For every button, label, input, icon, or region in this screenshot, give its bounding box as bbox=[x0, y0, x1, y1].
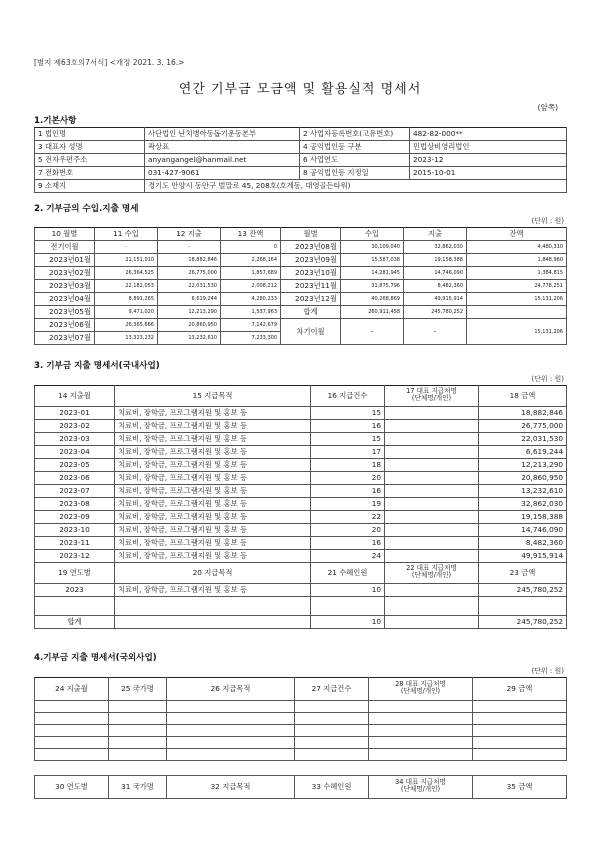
month-cell: 2023-07 bbox=[35, 485, 115, 498]
month-cell: 2023-03 bbox=[35, 433, 115, 446]
income-header: 수입 bbox=[341, 228, 404, 241]
basic-label: 7 전화번호 bbox=[35, 167, 145, 180]
total-balance bbox=[467, 306, 567, 319]
amount-cell: 14,746,090 bbox=[479, 524, 567, 537]
amount-cell: 4,480,310 bbox=[467, 241, 567, 254]
amount-cell: 30,109,040 bbox=[341, 241, 404, 254]
foreign-header-row bbox=[35, 678, 567, 701]
income-row bbox=[35, 319, 567, 332]
month-cell: 2023년04월 bbox=[35, 293, 95, 306]
empty-cell bbox=[167, 701, 295, 713]
domestic-header-row bbox=[35, 386, 567, 407]
amount-cell: 31,875,796 bbox=[341, 280, 404, 293]
amount-cell: 18,882,846 bbox=[158, 254, 221, 267]
income-row bbox=[35, 241, 567, 254]
payee-cell bbox=[385, 584, 479, 597]
empty-cell bbox=[167, 749, 295, 761]
amount-cell: 15,131,206 bbox=[467, 293, 567, 306]
domestic-header: 18 금액 bbox=[479, 386, 567, 407]
empty-cell bbox=[473, 701, 567, 713]
basic-value: 031-427-9061 bbox=[145, 167, 300, 180]
amount-cell: 13,323,232 bbox=[95, 332, 158, 345]
income-header: 잔액 bbox=[467, 228, 567, 241]
count-cell: 19 bbox=[311, 498, 385, 511]
total-expense: 245,780,252 bbox=[404, 306, 467, 319]
basic-label: 8 공익법인등 지정일 bbox=[300, 167, 410, 180]
section-basic-title: 1.기본사항 bbox=[34, 116, 77, 126]
foreign-year-header: 31 국가명 bbox=[109, 776, 167, 799]
month-cell: 2023-08 bbox=[35, 498, 115, 511]
month-cell: 2023-05 bbox=[35, 459, 115, 472]
foreign-header: 26 지급목적 bbox=[167, 678, 295, 701]
basic-row bbox=[35, 128, 567, 141]
purpose-cell: 치료비, 장학금, 프로그램지원 및 홍보 등 bbox=[115, 433, 311, 446]
domestic-row bbox=[35, 459, 567, 472]
amount-cell: 12,213,290 bbox=[479, 459, 567, 472]
payee-cell bbox=[385, 446, 479, 459]
domestic-year-header-text: 22 대표 지급처명 (단체명/개인) bbox=[406, 564, 457, 579]
carry-label: 차기이월 bbox=[281, 319, 341, 345]
foreign-expense-table bbox=[34, 677, 567, 799]
document-title: 연간 기부금 모금액 및 활용실적 명세서 bbox=[178, 82, 422, 97]
empty-cell bbox=[473, 749, 567, 761]
month-cell: 2023-06 bbox=[35, 472, 115, 485]
empty-cell bbox=[295, 725, 369, 737]
foreign-empty-row bbox=[35, 701, 567, 713]
income-unit: (단위 : 원) bbox=[531, 217, 564, 225]
count-cell: 18 bbox=[311, 459, 385, 472]
amount-cell: - bbox=[158, 241, 221, 254]
payee-cell bbox=[385, 550, 479, 563]
basic-row bbox=[35, 167, 567, 180]
month-cell: 2023-04 bbox=[35, 446, 115, 459]
empty-cell bbox=[167, 713, 295, 725]
empty-cell bbox=[369, 737, 473, 749]
total-income: 260,911,458 bbox=[341, 306, 404, 319]
payee-cell bbox=[385, 498, 479, 511]
total-label: 합계 bbox=[35, 616, 115, 629]
page-side: (앞쪽) bbox=[537, 103, 558, 112]
month-cell: 2023년01월 bbox=[35, 254, 95, 267]
foreign-empty-row bbox=[35, 737, 567, 749]
payee-cell bbox=[385, 524, 479, 537]
amount-cell: 20,860,950 bbox=[479, 472, 567, 485]
income-header: 11 수입 bbox=[95, 228, 158, 241]
empty-cell bbox=[35, 737, 109, 749]
carry-balance: 15,131,206 bbox=[467, 319, 567, 345]
count-cell: 16 bbox=[311, 485, 385, 498]
foreign-year-header: 32 지급목적 bbox=[167, 776, 295, 799]
amount-cell: 15,587,038 bbox=[341, 254, 404, 267]
basic-value: 민법상비영리법인 bbox=[410, 141, 567, 154]
domestic-row bbox=[35, 524, 567, 537]
amount-cell: 2,268,164 bbox=[221, 254, 281, 267]
empty-cell bbox=[35, 701, 109, 713]
domestic-row bbox=[35, 485, 567, 498]
amount-cell: 9,471,020 bbox=[95, 306, 158, 319]
basic-label: 4 공익법인등 구분 bbox=[300, 141, 410, 154]
empty-cell bbox=[109, 761, 167, 776]
month-cell: 2023년02월 bbox=[35, 267, 95, 280]
purpose-cell: 치료비, 장학금, 프로그램지원 및 홍보 등 bbox=[115, 420, 311, 433]
amount-cell: 8,482,360 bbox=[479, 537, 567, 550]
basic-label: 3 대표자 성명 bbox=[35, 141, 145, 154]
income-header-row bbox=[35, 228, 567, 241]
domestic-unit: (단위 : 원) bbox=[531, 375, 564, 383]
amount-cell: 7,142,679 bbox=[221, 319, 281, 332]
empty-cell bbox=[295, 761, 369, 776]
amount-cell: 1,857,689 bbox=[221, 267, 281, 280]
basic-label: 2 사업자등록번호(고유번호) bbox=[300, 128, 410, 141]
amount-cell: 22,031,530 bbox=[158, 280, 221, 293]
foreign-year-header: 30 연도별 bbox=[35, 776, 109, 799]
domestic-year-row bbox=[35, 584, 567, 597]
foreign-unit: (단위 : 원) bbox=[531, 667, 564, 675]
carry-expense: - bbox=[404, 319, 467, 345]
month-cell: 2023년10월 bbox=[281, 267, 341, 280]
basic-info-table bbox=[34, 127, 567, 193]
amount-cell: 7,233,300 bbox=[221, 332, 281, 345]
basic-label: 1 법인명 bbox=[35, 128, 145, 141]
amount-cell: 1,537,963 bbox=[221, 306, 281, 319]
amount-cell: 245,780,252 bbox=[479, 584, 567, 597]
amount-cell: 1,848,960 bbox=[467, 254, 567, 267]
basic-row-address bbox=[35, 180, 567, 193]
basic-value: 482-82-000** bbox=[410, 128, 567, 141]
count-cell: 22 bbox=[311, 511, 385, 524]
empty-cell bbox=[115, 597, 311, 616]
foreign-year-header bbox=[369, 776, 473, 799]
empty-cell bbox=[479, 597, 567, 616]
form-number: [별지 제63호의7서식] <개정 2021. 3. 16.> bbox=[34, 58, 185, 67]
empty-cell bbox=[369, 749, 473, 761]
domestic-total-row bbox=[35, 616, 567, 629]
foreign-year-header-text: 34 대표 지급처명 (단체명/개인) bbox=[395, 778, 446, 793]
carry-income: - bbox=[341, 319, 404, 345]
month-cell: 2023-09 bbox=[35, 511, 115, 524]
empty-cell bbox=[35, 749, 109, 761]
income-row bbox=[35, 306, 567, 319]
empty-cell bbox=[109, 737, 167, 749]
domestic-year-header-row bbox=[35, 563, 567, 584]
domestic-row bbox=[35, 407, 567, 420]
amount-cell: 14,281,945 bbox=[341, 267, 404, 280]
amount-cell: 18,882,846 bbox=[479, 407, 567, 420]
foreign-spacer-row bbox=[35, 761, 567, 776]
empty-cell bbox=[109, 701, 167, 713]
basic-row bbox=[35, 154, 567, 167]
amount-cell: 13,232,610 bbox=[158, 332, 221, 345]
income-header: 월별 bbox=[281, 228, 341, 241]
basic-value: anyangangel@hanmail.net bbox=[145, 154, 300, 167]
empty-cell bbox=[35, 725, 109, 737]
count-cell: 24 bbox=[311, 550, 385, 563]
payee-cell bbox=[385, 511, 479, 524]
domestic-spacer-row bbox=[35, 597, 567, 616]
payee-cell bbox=[385, 433, 479, 446]
purpose-cell: 치료비, 장학금, 프로그램지원 및 홍보 등 bbox=[115, 472, 311, 485]
empty-cell bbox=[109, 725, 167, 737]
section-domestic-title: 3. 기부금 지출 명세서(국내사업) bbox=[34, 361, 160, 371]
basic-value: 2023-12 bbox=[410, 154, 567, 167]
amount-cell: - bbox=[95, 241, 158, 254]
foreign-header: 29 금액 bbox=[473, 678, 567, 701]
count-cell: 20 bbox=[311, 524, 385, 537]
empty-cell bbox=[35, 713, 109, 725]
amount-cell: 22,182,053 bbox=[95, 280, 158, 293]
count-cell: 20 bbox=[311, 472, 385, 485]
foreign-empty-row bbox=[35, 725, 567, 737]
domestic-header-text: 17 대표 지급처명 (단체명/개인) bbox=[406, 387, 457, 402]
domestic-header: 15 지급목적 bbox=[115, 386, 311, 407]
section-income-title: 2. 기부금의 수입.지출 명세 bbox=[34, 204, 139, 214]
month-cell: 2023년06월 bbox=[35, 319, 95, 332]
empty-cell bbox=[295, 713, 369, 725]
count-cell: 10 bbox=[311, 584, 385, 597]
empty-cell bbox=[385, 616, 479, 629]
domestic-row bbox=[35, 537, 567, 550]
amount-cell: 26,775,000 bbox=[158, 267, 221, 280]
empty-cell bbox=[295, 737, 369, 749]
month-cell: 2023-12 bbox=[35, 550, 115, 563]
foreign-header-text: 28 대표 지급처명 (단체명/개인) bbox=[395, 680, 446, 695]
total-label: 합계 bbox=[281, 306, 341, 319]
empty-cell bbox=[295, 701, 369, 713]
income-header: 13 잔액 bbox=[221, 228, 281, 241]
purpose-cell: 치료비, 장학금, 프로그램지원 및 홍보 등 bbox=[115, 407, 311, 420]
foreign-header: 24 지출월 bbox=[35, 678, 109, 701]
empty-cell bbox=[369, 725, 473, 737]
empty-cell bbox=[167, 761, 295, 776]
domestic-row bbox=[35, 511, 567, 524]
domestic-year-header: 23 금액 bbox=[479, 563, 567, 584]
purpose-cell: 치료비, 장학금, 프로그램지원 및 홍보 등 bbox=[115, 550, 311, 563]
payee-cell bbox=[385, 420, 479, 433]
income-header: 10 월별 bbox=[35, 228, 95, 241]
income-row bbox=[35, 280, 567, 293]
empty-cell bbox=[109, 713, 167, 725]
purpose-cell: 치료비, 장학금, 프로그램지원 및 홍보 등 bbox=[115, 584, 311, 597]
month-cell: 2023-02 bbox=[35, 420, 115, 433]
amount-cell: 32,862,030 bbox=[479, 498, 567, 511]
amount-cell: 8,891,265 bbox=[95, 293, 158, 306]
basic-value: 사단법인 난치병아동돕기운동본부 bbox=[145, 128, 300, 141]
empty-cell bbox=[369, 761, 473, 776]
total-count: 10 bbox=[311, 616, 385, 629]
empty-cell bbox=[473, 713, 567, 725]
amount-cell: 22,031,530 bbox=[479, 433, 567, 446]
amount-cell: 32,862,030 bbox=[404, 241, 467, 254]
amount-cell: 6,619,244 bbox=[479, 446, 567, 459]
foreign-header bbox=[369, 678, 473, 701]
count-cell: 17 bbox=[311, 446, 385, 459]
empty-cell bbox=[109, 749, 167, 761]
month-cell: 2023-11 bbox=[35, 537, 115, 550]
month-cell: 전기이월 bbox=[35, 241, 95, 254]
domestic-header bbox=[385, 386, 479, 407]
domestic-header: 14 지출월 bbox=[35, 386, 115, 407]
payee-cell bbox=[385, 537, 479, 550]
amount-cell: 26,364,525 bbox=[95, 267, 158, 280]
foreign-year-header: 33 수혜인원 bbox=[295, 776, 369, 799]
income-row bbox=[35, 254, 567, 267]
basic-row bbox=[35, 141, 567, 154]
empty-cell bbox=[369, 701, 473, 713]
month-cell: 2023-01 bbox=[35, 407, 115, 420]
income-expense-table bbox=[34, 227, 567, 345]
month-cell: 2023년05월 bbox=[35, 306, 95, 319]
month-cell: 2023년03월 bbox=[35, 280, 95, 293]
empty-cell bbox=[35, 597, 115, 616]
address-label: 9 소재지 bbox=[35, 180, 145, 193]
amount-cell: 0 bbox=[221, 241, 281, 254]
empty-cell bbox=[167, 725, 295, 737]
empty-cell bbox=[385, 597, 479, 616]
count-cell: 15 bbox=[311, 407, 385, 420]
amount-cell: 24,778,251 bbox=[467, 280, 567, 293]
amount-cell: 40,268,869 bbox=[341, 293, 404, 306]
amount-cell: 20,860,950 bbox=[158, 319, 221, 332]
domestic-row bbox=[35, 420, 567, 433]
empty-cell bbox=[295, 749, 369, 761]
domestic-row bbox=[35, 550, 567, 563]
total-amount: 245,780,252 bbox=[479, 616, 567, 629]
amount-cell: 13,232,610 bbox=[479, 485, 567, 498]
foreign-empty-row bbox=[35, 749, 567, 761]
empty-cell bbox=[473, 737, 567, 749]
income-row bbox=[35, 293, 567, 306]
month-cell: 2023년09월 bbox=[281, 254, 341, 267]
empty-cell bbox=[115, 616, 311, 629]
month-cell: 2023년08월 bbox=[281, 241, 341, 254]
purpose-cell: 치료비, 장학금, 프로그램지원 및 홍보 등 bbox=[115, 459, 311, 472]
income-header: 12 지출 bbox=[158, 228, 221, 241]
domestic-row bbox=[35, 498, 567, 511]
amount-cell: 26,365,666 bbox=[95, 319, 158, 332]
domestic-year-header: 19 연도별 bbox=[35, 563, 115, 584]
foreign-year-header-row bbox=[35, 776, 567, 799]
domestic-row bbox=[35, 472, 567, 485]
domestic-year-header: 20 지급목적 bbox=[115, 563, 311, 584]
payee-cell bbox=[385, 485, 479, 498]
amount-cell: 21,151,010 bbox=[95, 254, 158, 267]
amount-cell: 49,915,914 bbox=[479, 550, 567, 563]
domestic-expense-table bbox=[34, 385, 567, 629]
foreign-year-header: 35 금액 bbox=[473, 776, 567, 799]
purpose-cell: 치료비, 장학금, 프로그램지원 및 홍보 등 bbox=[115, 446, 311, 459]
payee-cell bbox=[385, 472, 479, 485]
income-header: 지출 bbox=[404, 228, 467, 241]
basic-value: 곽상표 bbox=[145, 141, 300, 154]
amount-cell: 49,915,914 bbox=[404, 293, 467, 306]
domestic-year-header bbox=[385, 563, 479, 584]
basic-value: 2015-10-01 bbox=[410, 167, 567, 180]
count-cell: 16 bbox=[311, 420, 385, 433]
income-row bbox=[35, 267, 567, 280]
month-cell: 2023년12월 bbox=[281, 293, 341, 306]
amount-cell: 6,619,244 bbox=[158, 293, 221, 306]
empty-cell bbox=[473, 761, 567, 776]
year-cell: 2023 bbox=[35, 584, 115, 597]
amount-cell: 12,213,290 bbox=[158, 306, 221, 319]
section-foreign-title: 4.기부금 지출 명세서(국외사업) bbox=[34, 653, 157, 663]
amount-cell: 8,482,360 bbox=[404, 280, 467, 293]
purpose-cell: 치료비, 장학금, 프로그램지원 및 홍보 등 bbox=[115, 511, 311, 524]
empty-cell bbox=[473, 725, 567, 737]
foreign-header: 25 국가명 bbox=[109, 678, 167, 701]
month-cell: 2023년11월 bbox=[281, 280, 341, 293]
amount-cell: 4,280,233 bbox=[221, 293, 281, 306]
count-cell: 15 bbox=[311, 433, 385, 446]
basic-label: 5 전자우편주소 bbox=[35, 154, 145, 167]
foreign-header: 27 지급건수 bbox=[295, 678, 369, 701]
empty-cell bbox=[369, 713, 473, 725]
amount-cell: 19,158,388 bbox=[404, 254, 467, 267]
domestic-header: 16 지급건수 bbox=[311, 386, 385, 407]
month-cell: 2023-10 bbox=[35, 524, 115, 537]
amount-cell: 14,746,090 bbox=[404, 267, 467, 280]
empty-cell bbox=[167, 737, 295, 749]
amount-cell: 26,775,000 bbox=[479, 420, 567, 433]
domestic-row bbox=[35, 446, 567, 459]
amount-cell: 1,384,815 bbox=[467, 267, 567, 280]
empty-cell bbox=[35, 761, 109, 776]
payee-cell bbox=[385, 459, 479, 472]
purpose-cell: 치료비, 장학금, 프로그램지원 및 홍보 등 bbox=[115, 485, 311, 498]
domestic-year-header: 21 수혜인원 bbox=[311, 563, 385, 584]
empty-cell bbox=[311, 597, 385, 616]
foreign-empty-row bbox=[35, 713, 567, 725]
purpose-cell: 치료비, 장학금, 프로그램지원 및 홍보 등 bbox=[115, 498, 311, 511]
payee-cell bbox=[385, 407, 479, 420]
purpose-cell: 치료비, 장학금, 프로그램지원 및 홍보 등 bbox=[115, 537, 311, 550]
month-cell: 2023년07월 bbox=[35, 332, 95, 345]
basic-label: 6 사업연도 bbox=[300, 154, 410, 167]
count-cell: 16 bbox=[311, 537, 385, 550]
domestic-row bbox=[35, 433, 567, 446]
amount-cell: 2,008,212 bbox=[221, 280, 281, 293]
purpose-cell: 치료비, 장학금, 프로그램지원 및 홍보 등 bbox=[115, 524, 311, 537]
amount-cell: 19,158,388 bbox=[479, 511, 567, 524]
address-value: 경기도 안양시 동안구 벌말로 45, 208호(호계동, 대영골든타워) bbox=[145, 180, 567, 193]
